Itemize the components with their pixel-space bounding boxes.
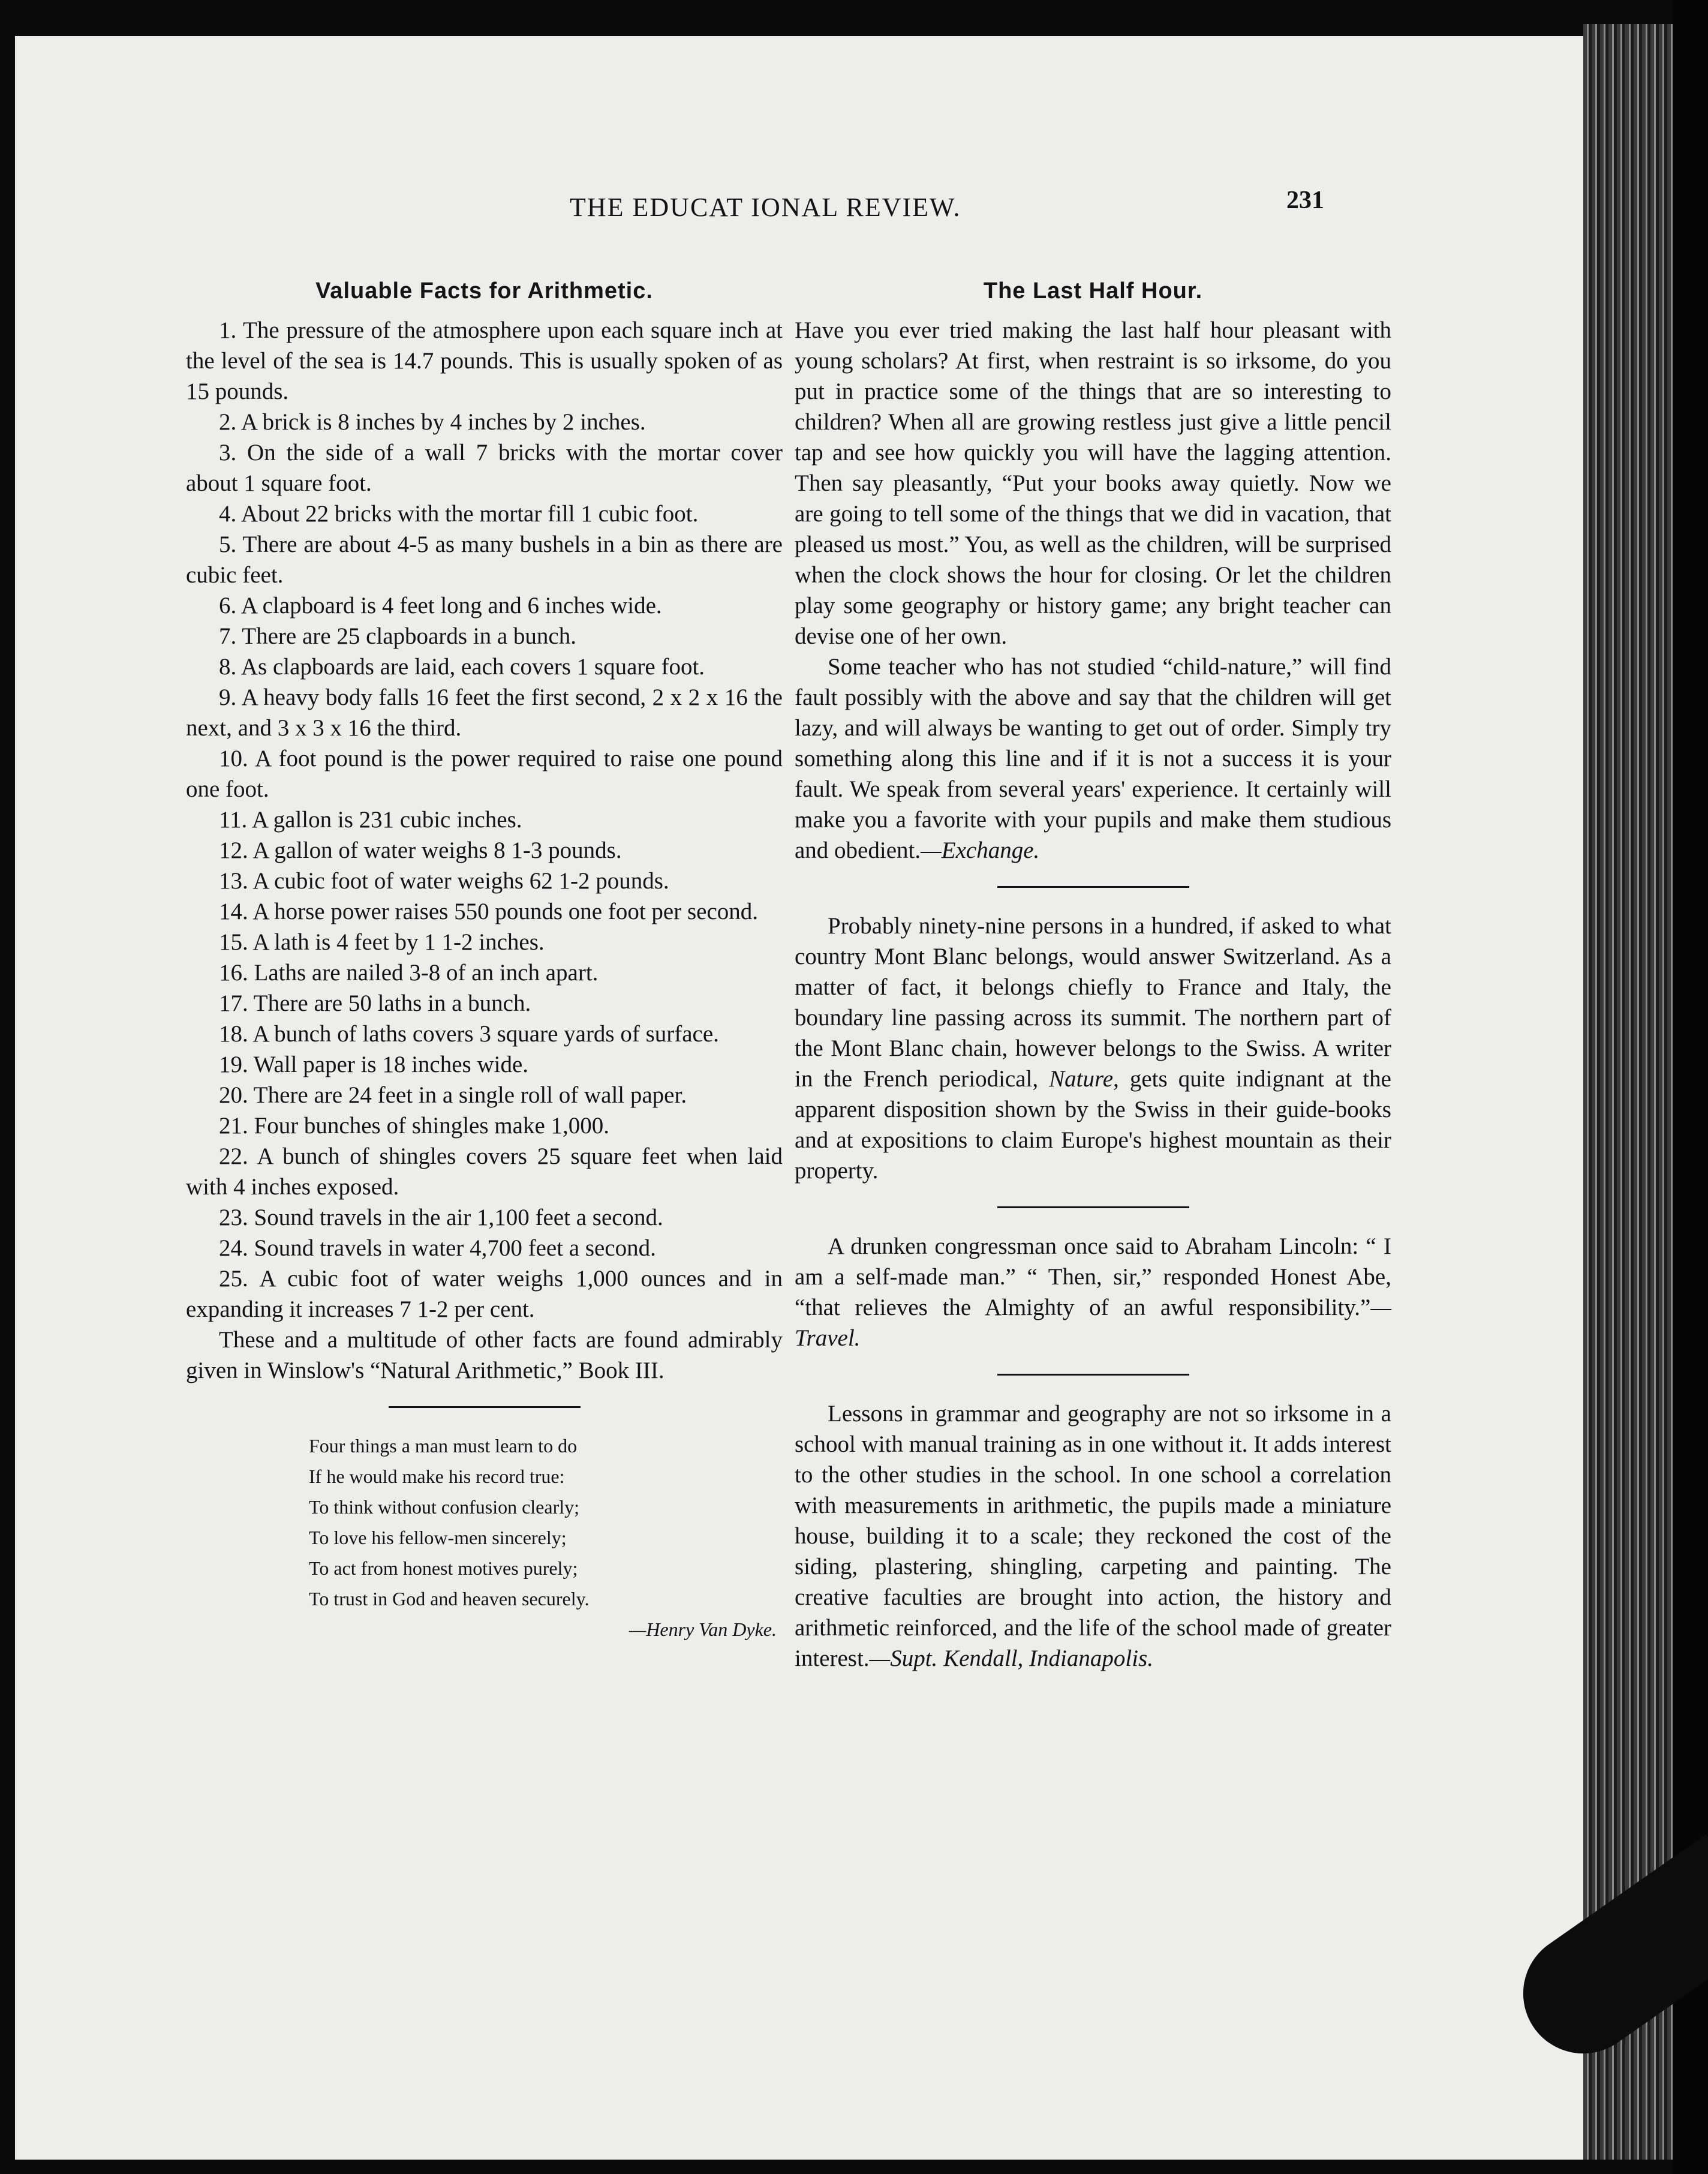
page-edge-stack	[1583, 24, 1673, 2160]
fact-item: 17. There are 50 laths in a bunch.	[219, 990, 531, 1016]
lincoln-text: A drunken congressman once said to Abraham Lincoln: “ I am a self-made man.” “ Then, sir,” responded Honest Abe, “that relieves the Almighty of an awful responsibility.”	[795, 1233, 1391, 1320]
lincoln-paragraph	[795, 1231, 1391, 1353]
poem-author: —Henry Van Dyke.	[629, 1619, 777, 1640]
mont-blanc-paragraph	[795, 911, 1391, 1186]
fact-item: 19. Wall paper is 18 inches wide.	[219, 1052, 529, 1077]
fact-item: 6. A clapboard is 4 feet long and 6 inches wide.	[219, 593, 662, 618]
half-hour-paragraph-1: Have you ever tried making the last half hour pleasant with young scholars? At first, when restraint is so irksome, do you put in practice some of the things that are so interesting to children? When all are growing restless just give a little pencil tap and see how quickly you will have the lagging attention. Then say pleasantly, “Put your books away quietly. Now we are going to tell some of the things that we did in vacation, that pleased us most.” You, as well as the children, will be surprised when the clock shows the hour for closing. Or let the children play some geography or history game; any bright teacher can devise one of her own.	[795, 317, 1391, 649]
mont-blanc-text-b: gets quite indignant at the apparent disposition shown by the Swiss in their guide-books and at expositions to claim Europe's highest mountain as their property.	[795, 1066, 1391, 1184]
section-divider	[997, 886, 1189, 888]
fact-item: 1. The pressure of the atmosphere upon each square inch at the level of the sea is 14.7 pounds. This is usually spoken of as 15 pounds.	[186, 317, 783, 404]
book-page	[15, 36, 1583, 2160]
fact-item: 15. A lath is 4 feet by 1 1-2 inches.	[219, 929, 545, 955]
fact-item: 8. As clapboards are laid, each covers 1 square foot.	[219, 654, 705, 680]
kendall-source: —Supt. Kendall, Indianapolis.	[869, 1645, 1153, 1671]
running-header	[15, 186, 1583, 228]
fact-item: 7. There are 25 clapboards in a bunch.	[219, 623, 576, 649]
fact-item: 5. There are about 4-5 as many bushels in a bin as there are cubic feet.	[186, 532, 783, 588]
poem-line: If he would make his record true:	[309, 1466, 565, 1487]
fact-item: 23. Sound travels in the air 1,100 feet a second.	[219, 1205, 663, 1230]
fact-item: 13. A cubic foot of water weighs 62 1-2 pounds.	[219, 868, 669, 894]
fact-item: 2. A brick is 8 inches by 4 inches by 2 inches.	[219, 409, 646, 435]
periodical-name: Nature,	[1049, 1066, 1119, 1092]
poem-line: To love his fellow-men sincerely;	[309, 1527, 567, 1548]
fact-item: 24. Sound travels in water 4,700 feet a second.	[219, 1235, 656, 1261]
poem-line: To act from honest motives purely;	[309, 1557, 578, 1579]
fact-item: 12. A gallon of water weighs 8 1-3 pounds.	[219, 837, 622, 863]
journal-title: THE EDUCAT IONAL REVIEW.	[570, 193, 961, 222]
fact-item: 4. About 22 bricks with the mortar fill 1 cubic foot.	[219, 501, 699, 527]
exchange-source: —Exchange.	[921, 837, 1040, 863]
section-divider	[997, 1374, 1189, 1376]
last-half-hour-heading: The Last Half Hour.	[983, 278, 1203, 304]
right-column	[795, 276, 1391, 1674]
manual-training-paragraph	[795, 1398, 1391, 1674]
fact-item: 21. Four bunches of shingles make 1,000.	[219, 1113, 610, 1139]
closing-paragraph: These and a multitude of other facts are found admirably given in Winslow's “Natural Arithmetic,” Book III.	[186, 1327, 783, 1383]
poem-line: To think without confusion clearly;	[309, 1496, 580, 1518]
fact-item: 14. A horse power raises 550 pounds one foot per second.	[219, 899, 758, 924]
section-divider	[389, 1406, 581, 1408]
left-column	[186, 276, 783, 1645]
half-hour-paragraph-2	[795, 651, 1391, 866]
section-divider	[997, 1206, 1189, 1208]
fact-item: 18. A bunch of laths covers 3 square yards of surface.	[219, 1021, 719, 1047]
fact-item: 20. There are 24 feet in a single roll of wall paper.	[219, 1082, 687, 1108]
page-number: 231	[1286, 187, 1324, 214]
poem	[309, 1431, 783, 1645]
mont-blanc-text-a: Probably ninety-nine persons in a hundred, if asked to what country Mont Blanc belongs, would answer Switzerland. As a matter of fact, it belongs chiefly to France and Italy, the boundary line passing across its summit. The northern part of the Mont Blanc chain, however belongs to the Swiss. A writer in the French periodical,	[795, 913, 1391, 1092]
half-hour-paragraph-2-text: Some teacher who has not studied “child-nature,” will find fault possibly with the above and say that the children will get lazy, and will always be wanting to get out of order. Simply try something along this line and if it is not a success it is your fault. We speak from several years' experience. It certainly will make you a favorite with your pupils and make them studious and obedient.	[795, 654, 1391, 863]
manual-training-text: Lessons in grammar and geography are not so irksome in a school with manual training as in one without it. It adds interest to the other studies in the school. In one school a correlation with measurements in arithmetic, the pupils made a miniature house, building it to a scale; they reckoned the cost of the siding, plastering, shingling, carpeting and painting. The creative faculties are brought into action, the history and arithmetic reinforced, and the life of the school made of greater interest.	[795, 1401, 1391, 1671]
fact-item: 16. Laths are nailed 3-8 of an inch apart.	[219, 960, 599, 986]
fact-item: 9. A heavy body falls 16 feet the first second, 2 x 2 x 16 the next, and 3 x 3 x 16 the third.	[186, 684, 783, 741]
fact-item: 10. A foot pound is the power required to raise one pound one foot.	[186, 746, 783, 802]
arithmetic-facts-heading: Valuable Facts for Arithmetic.	[315, 278, 653, 304]
facts-list	[186, 315, 783, 1325]
fact-item: 3. On the side of a wall 7 bricks with the mortar cover about 1 square foot.	[186, 440, 783, 496]
fact-item: 11. A gallon is 231 cubic inches.	[219, 807, 522, 833]
poem-line: To trust in God and heaven securely.	[309, 1588, 590, 1610]
poem-line: Four things a man must learn to do	[309, 1435, 578, 1457]
travel-source: —Travel.	[795, 1295, 1391, 1351]
fact-item: 22. A bunch of shingles covers 25 square feet when laid with 4 inches exposed.	[186, 1143, 783, 1200]
fact-item: 25. A cubic foot of water weighs 1,000 ounces and in expanding it increases 7 1-2 per cent.	[186, 1266, 783, 1322]
